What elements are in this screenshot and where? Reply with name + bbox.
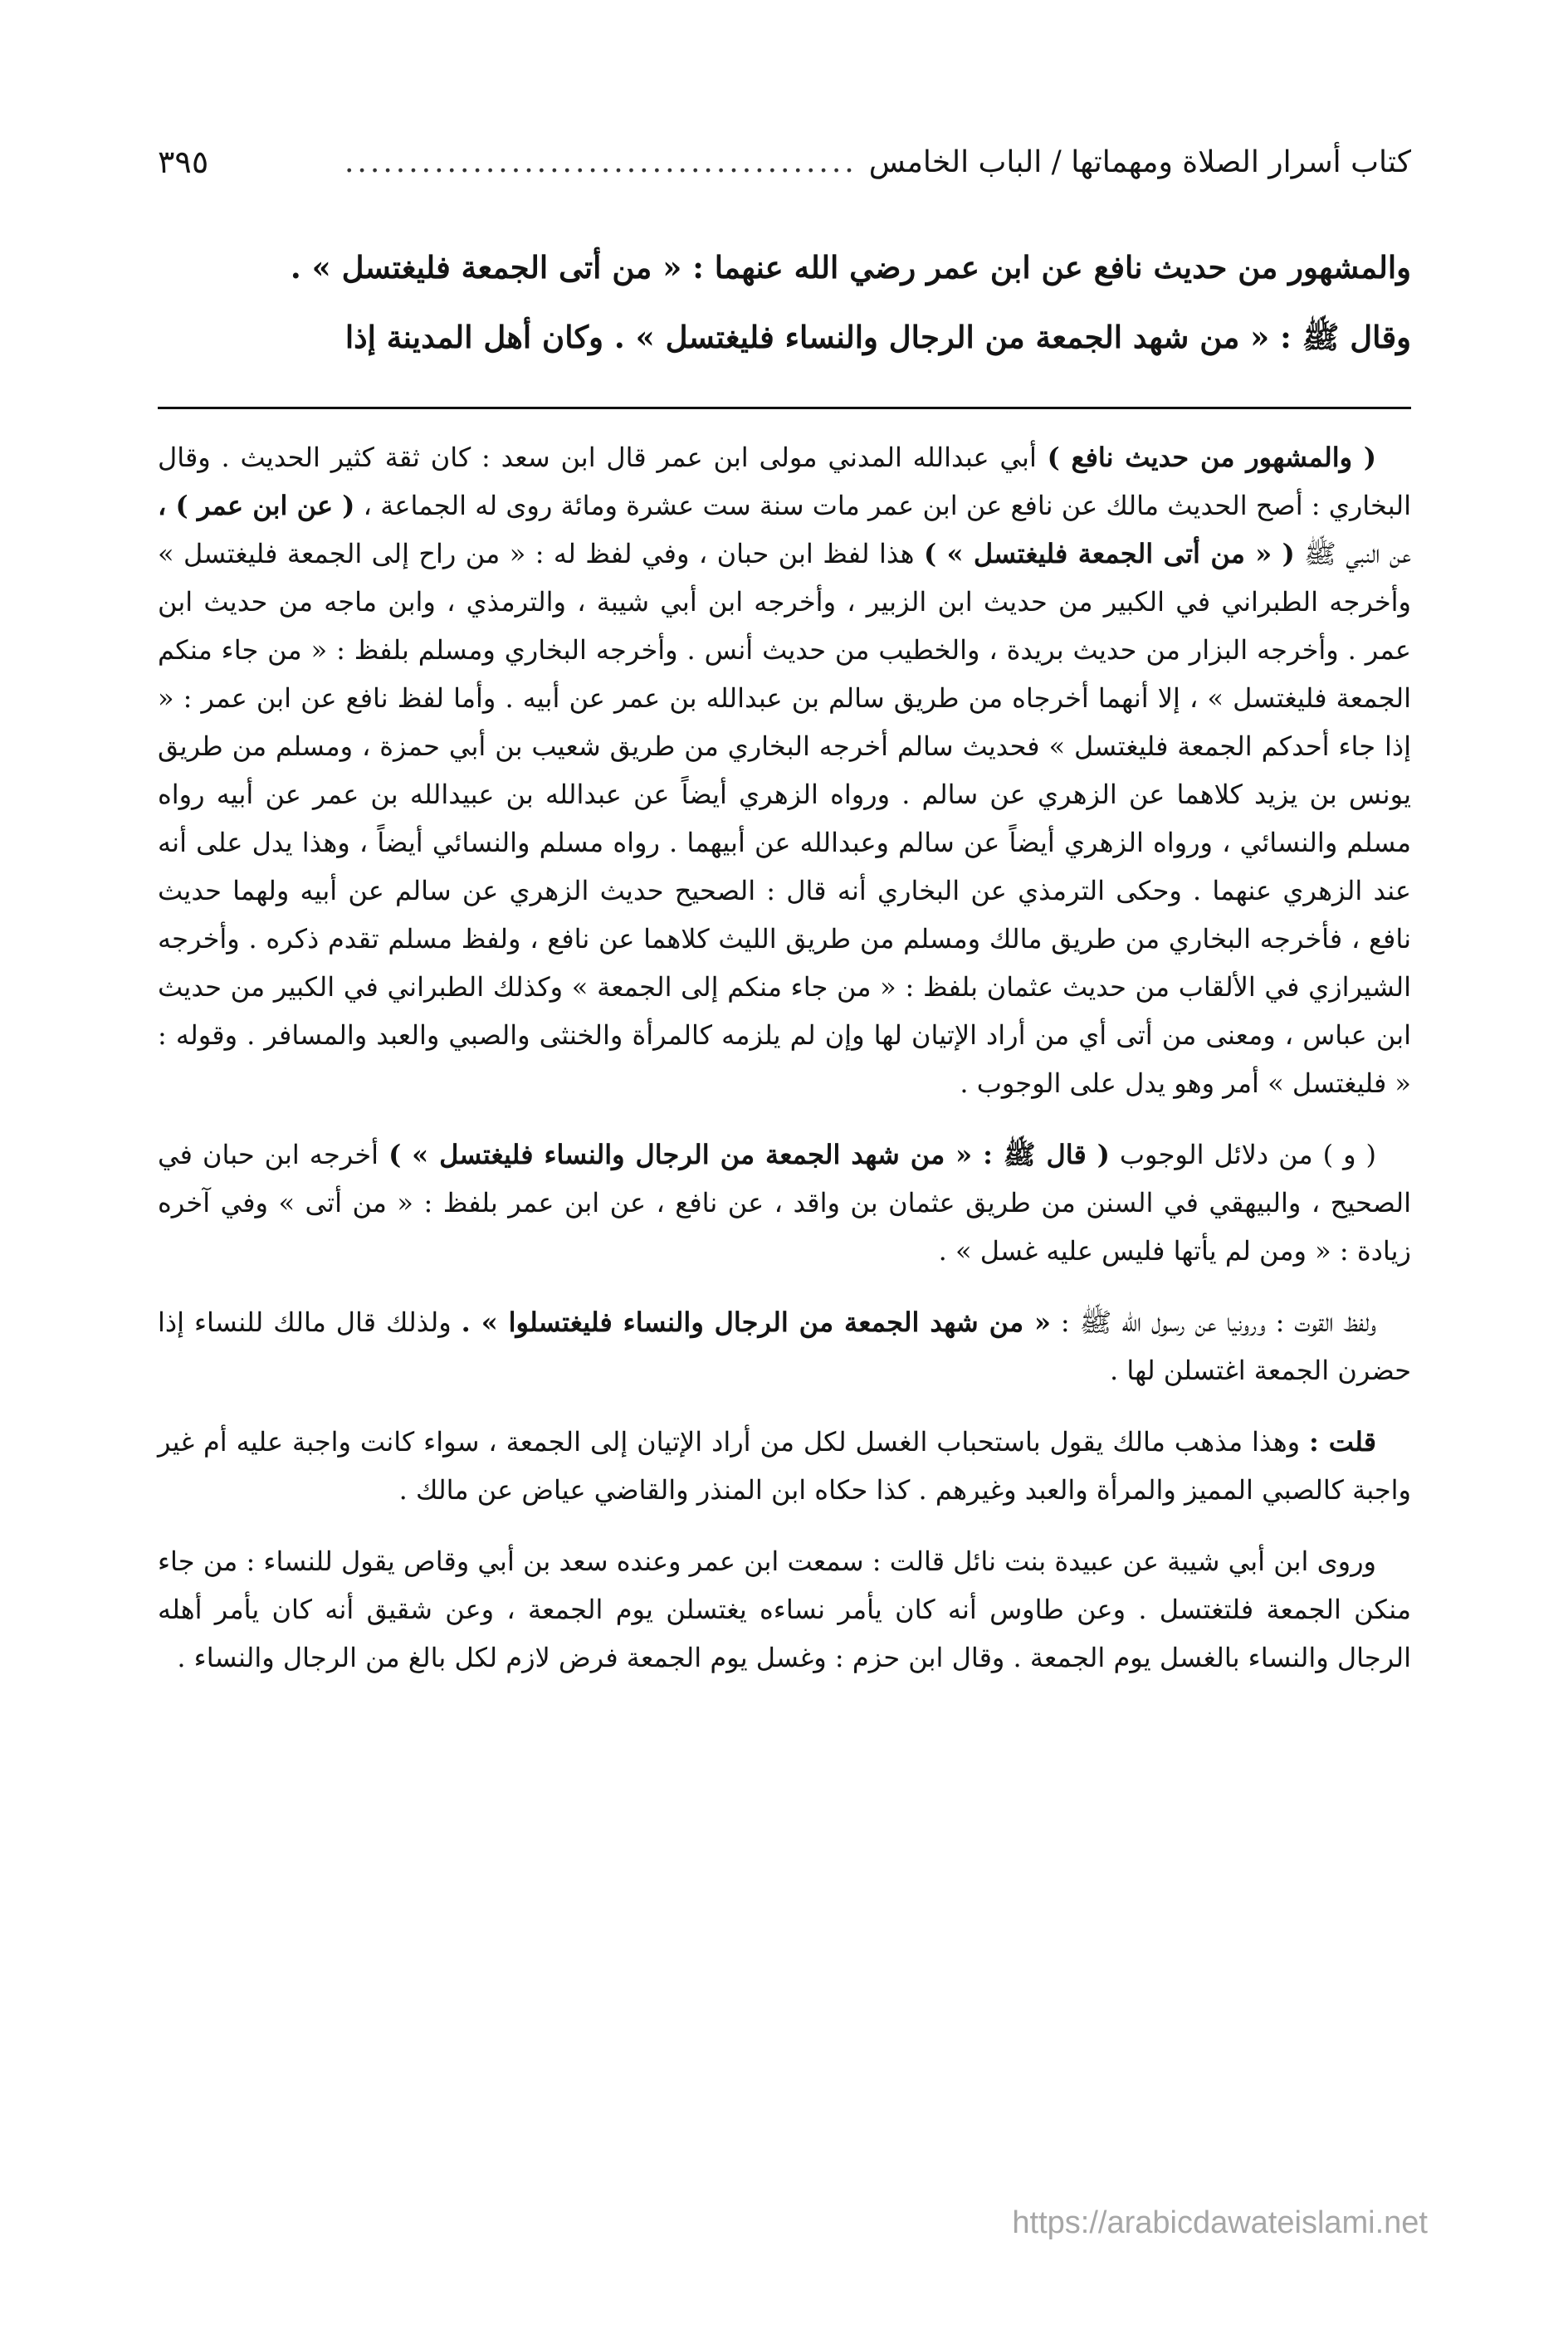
header-title: كتاب أسرار الصلاة ومهماتها / الباب الخامس [868, 144, 1411, 179]
commentary-paragraph-4 [158, 1418, 1411, 1514]
commentary-paragraph-5 [158, 1537, 1411, 1682]
commentary [158, 433, 1411, 1705]
lemma: ( عن ابن عمر ) ، [158, 490, 355, 521]
source-watermark: https://arabicdawateislami.net [1012, 2205, 1428, 2240]
commentary-text: وهذا مذهب مالك يقول باستحباب الغسل لكل من أراد الإتيان إلى الجمعة ، سواء كانت واجبة عليه أم غير واجبة كالصبي المميز والمرأة والعبد وغيرهم . كذا حكاه ابن المنذر والقاضي عياض عن مالك . [158, 1426, 1411, 1506]
main-text-line-1: والمشهور من حديث نافع عن ابن عمر رضي الله عنهما : « من أتى الجمعة فليغتسل » . [290, 249, 1411, 286]
running-header [158, 137, 1411, 187]
commentary-text: أخرجه ابن حبان في الصحيح ، والبيهقي في السنن من طريق عثمان بن واقد ، عن نافع ، عن ابن عمر بلفظ : « من أتى » وفي آخره زيادة : « ومن لم يأتها فليس عليه غسل » . [158, 1139, 1411, 1267]
commentary-text: ولفظ القوت : ورونيا عن رسول الله ﷺ : [1050, 1306, 1377, 1338]
page-number: ٣٩٥ [158, 144, 209, 180]
commentary-text: هذا لفظ ابن حبان ، وفي لفظ له : « من راح إلى الجمعة فليغتسل » وأخرجه الطبراني في الكبير من حديث ابن الزبير ، وأخرجه ابن أبي شيبة ، والترمذي ، وابن ماجه من حديث ابن عمر . وأخرجه البزار من حديث بريدة ، والخطيب من حديث أنس . وأخرجه البخاري ومسلم بلفظ : « من جاء منكم الجمعة فليغتسل » ، إلا أنهما أخرجاه من طريق سالم بن عبدالله بن عمر عن أبيه . وأما لفظ نافع عن ابن عمر : « إذا جاء أحدكم الجمعة فليغتسل » فحديث سالم أخرجه البخاري من طريق شعيب بن أبي حمزة ، ومسلم من طريق يونس بن يزيد كلاهما عن الزهري عن سالم . ورواه الزهري أيضاً عن عبدالله بن عبيدالله بن عمر عن أبيه رواه مسلم والنسائي ، ورواه الزهري أيضاً عن سالم وعبدالله عن أبيهما . رواه مسلم والنسائي أيضاً ، وهذا يدل على أنه عند الزهري عنهما . وحكى الترمذي عن البخاري أنه قال : الصحيح حديث الزهري عن سالم عن أبيه ولهما حديث نافع ، فأخرجه البخاري من طريق مالك ومسلم من طريق الليث كلاهما عن نافع ، ولفظ مسلم تقدم ذكره . وأخرجه الشيرازي في الألقاب من حديث عثمان بلفظ : « من جاء منكم إلى الجمعة » وكذلك الطبراني في الكبير من حديث ابن عباس ، ومعنى من أتى أي من أراد الإتيان لها وإن لم يلزمه كالمرأة والخنثى والصبي والعبد والمسافر . وقوله : « فليغتسل » أمر وهو يدل على الوجوب . [158, 538, 1412, 1099]
commentary-text: عن النبي ﷺ [1294, 538, 1412, 569]
qultu-label: قلت : [1308, 1426, 1377, 1458]
commentary-paragraph-2 [158, 1130, 1411, 1275]
commentary-text: وروى ابن أبي شيبة عن عبيدة بنت نائل قالت : سمعت ابن عمر وعنده سعد بن أبي وقاص يقول للنساء : من جاء منكن الجمعة فلتغتسل . وعن طاوس أنه كان يأمر نساءه يغتسلن يوم الجمعة ، وعن شقيق أنه كان يأمر أهله الرجال والنساء بالغسل يوم الجمعة . وقال ابن حزم : وغسل يوم الجمعة فرض لازم لكل بالغ من الرجال والنساء . [158, 1546, 1411, 1673]
commentary-text: أبي عبدالله المدني مولى ابن عمر قال ابن سعد : كان ثقة كثير الحديث . وقال البخاري : أصح الحديث مالك عن نافع عن ابن عمر مات سنة ست عشرة ومائة روى له الجماعة ، [158, 442, 1412, 521]
header-dot-leader: ........................................ [344, 144, 857, 179]
lemma: ( قال ﷺ : « من شهد الجمعة من الرجال والنساء فليغتسل » ) [388, 1139, 1110, 1170]
commentary-paragraph-3 [158, 1298, 1411, 1394]
main-text-line-2: وقال ﷺ : « من شهد الجمعة من الرجال والنساء فليغتسل » . وكان أهل المدينة إذا [344, 319, 1411, 355]
commentary-text: ( و ) من دلائل الوجوب [1109, 1139, 1377, 1170]
footnote-separator [158, 407, 1411, 409]
lemma: ( « من أتى الجمعة فليغتسل » ) [923, 538, 1295, 569]
commentary-paragraph-1 [158, 433, 1411, 1107]
main-text [158, 232, 1411, 372]
commentary-text: ولذلك قال مالك للنساء إذا حضرن الجمعة اغتسلن لها . [158, 1306, 1411, 1386]
quoted-hadith: « من شهد الجمعة من الرجال والنساء فليغتسلوا » . [461, 1306, 1051, 1338]
lemma: ( والمشهور من حديث نافع ) [1047, 442, 1377, 473]
